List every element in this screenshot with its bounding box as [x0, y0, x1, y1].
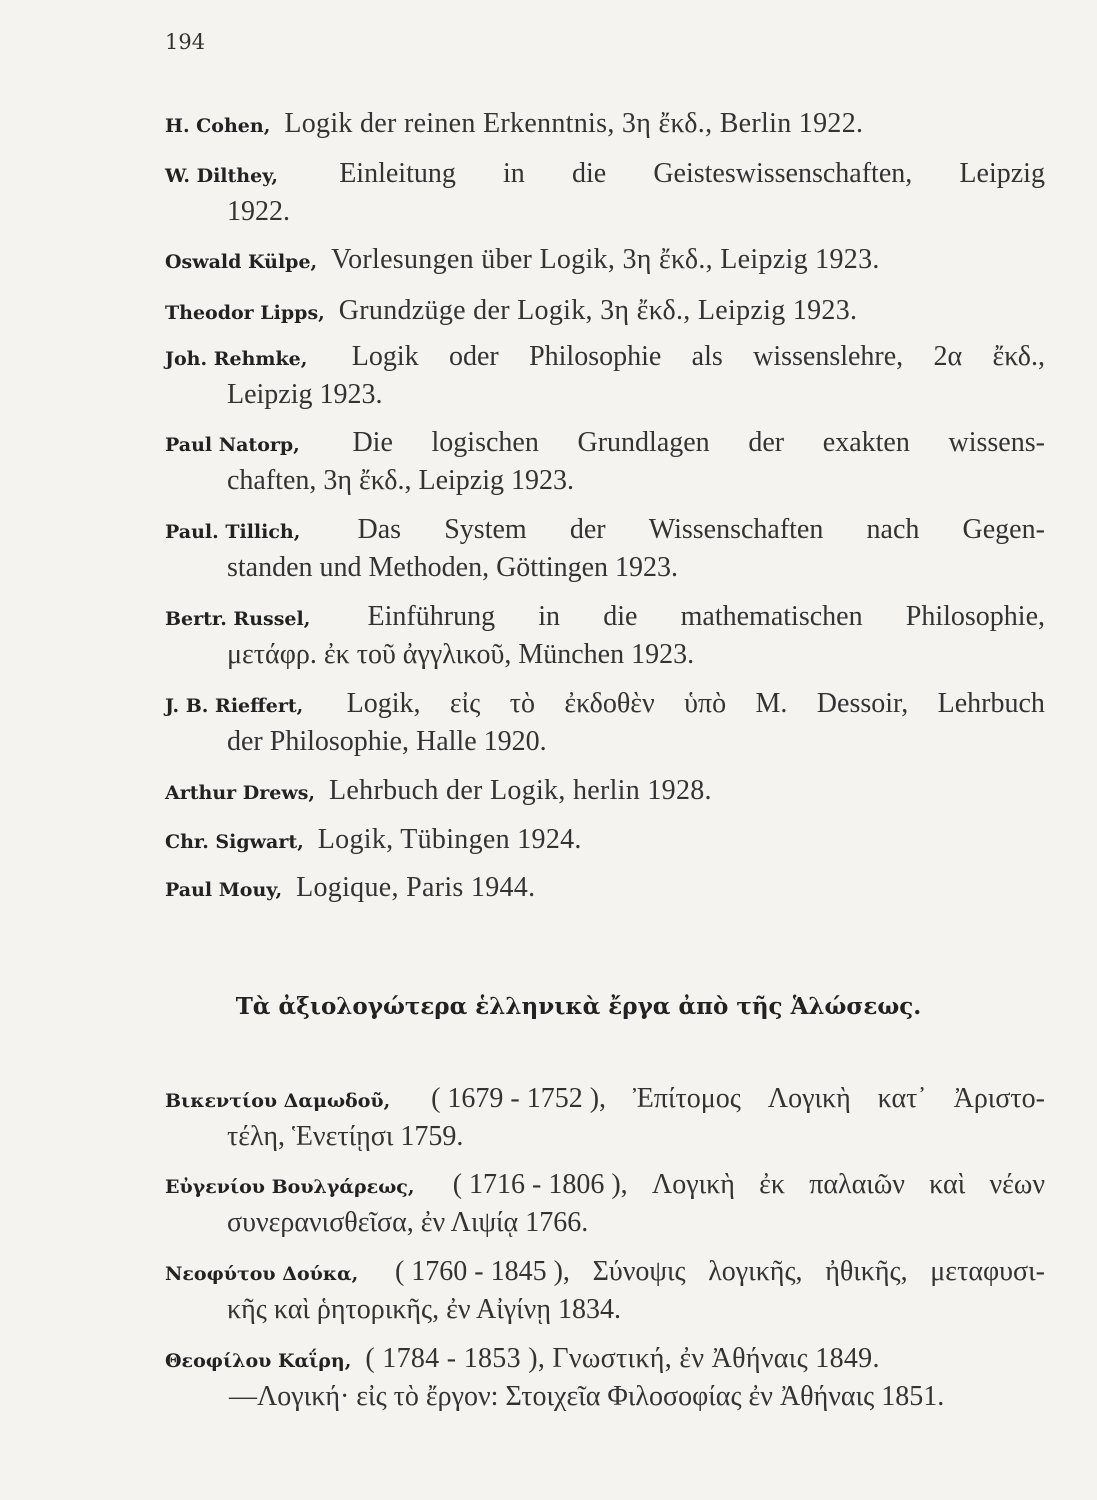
title-continuation: —Λογική· εἰς τὸ ἔργον: Στοιχεῖα Φιλοσοφίας ἐν Ἀθήναις 1851.	[229, 1381, 945, 1412]
title-word: τὸ	[509, 688, 535, 719]
bib-entry-natorp	[165, 427, 1045, 499]
title-word: Philosophie,	[905, 601, 1045, 632]
title-word: logischen	[431, 427, 539, 458]
author: Theodor Lipps,	[165, 302, 325, 324]
bib-entry-cohen	[165, 108, 1045, 144]
title-word: Gegen-	[962, 514, 1045, 545]
title-word: καὶ	[929, 1169, 966, 1200]
title-word: λογικῆς,	[708, 1256, 803, 1287]
title-word: oder	[448, 341, 499, 372]
bib-entry-kulpe	[165, 244, 1045, 280]
section-heading: Τὰ ἀξιολογώτερα ἑλληνικὰ ἔργα ἀπὸ τῆς Ἁλώσεως.	[235, 993, 922, 1020]
bib-entry-russel	[165, 601, 1045, 673]
author: Paul. Tillich,	[165, 521, 301, 543]
title-word: als	[691, 341, 723, 372]
title-word: νέων	[989, 1169, 1045, 1200]
title-continuation: τέλη, Ἑνετίῃσι 1759.	[227, 1121, 464, 1152]
title-word: ( 1760 - 1845 ),	[394, 1256, 570, 1287]
title-continuation: Leipzig 1923.	[227, 379, 383, 410]
title-word: die	[603, 601, 638, 632]
title-word: Geisteswissenschaften,	[653, 158, 913, 189]
author: W. Dilthey,	[165, 165, 279, 187]
title-word: Dessoir,	[816, 688, 909, 719]
title-continuation: standen und Methoden, Göttingen 1923.	[227, 552, 679, 583]
title: Logik der reinen Erkenntnis, 3η ἔκδ., Berlin 1922.	[284, 108, 864, 139]
title-continuation: μετάφρ. ἐκ τοῦ ἀγγλικοῦ, München 1923.	[227, 639, 695, 670]
title-word: der	[569, 514, 606, 545]
title-word: exakten	[822, 427, 910, 458]
page-number: 194	[165, 30, 206, 54]
author: H. Cohen,	[165, 115, 271, 137]
author: Chr. Sigwart,	[165, 831, 304, 853]
title-word: Grundlagen	[577, 427, 710, 458]
title-word: M.	[755, 688, 788, 719]
title: Logique, Paris 1944.	[296, 872, 536, 903]
title-word: Die	[352, 427, 393, 458]
title-word: Ἀριστο-	[953, 1083, 1045, 1114]
title: Logik, Tübingen 1924.	[317, 824, 582, 855]
title: Grundzüge der Logik, 3η ἔκδ., Leipzig 1923.	[338, 295, 858, 326]
title-word: 2α	[933, 341, 963, 372]
title-word: wissens-	[948, 427, 1045, 458]
author: Arthur Drews,	[165, 782, 316, 804]
bib-entry-doukas	[165, 1256, 1045, 1328]
title-word: Einleitung	[339, 158, 456, 189]
title-word: ὑπὸ	[684, 688, 727, 719]
title-word: der	[748, 427, 785, 458]
title-word: εἰς	[449, 688, 481, 719]
title-word: die	[571, 158, 607, 189]
title-word: Wissenschaften	[648, 514, 824, 545]
title-word: κατ᾽	[877, 1083, 927, 1114]
author: Εὐγενίου Βουλγάρεως,	[165, 1176, 415, 1198]
bib-entry-drews	[165, 775, 1045, 811]
author: J. B. Rieffert,	[165, 695, 304, 717]
author: Oswald Külpe,	[165, 251, 318, 273]
title-continuation: κῆς καὶ ῥητορικῆς, ἐν Αἰγίνῃ 1834.	[227, 1294, 621, 1325]
title-word: Logik	[351, 341, 419, 372]
title: Vorlesungen über Logik, 3η ἔκδ., Leipzig 1923.	[331, 244, 880, 275]
title-word: Λογικὴ	[651, 1169, 735, 1200]
title-word: Σύνοψις	[592, 1256, 686, 1287]
author: Paul Mouy,	[165, 879, 283, 901]
title-word: Λογικὴ	[767, 1083, 851, 1114]
bib-entry-damodos	[165, 1083, 1045, 1155]
bib-entry-rieffert	[165, 688, 1045, 760]
author: Paul Natorp,	[165, 434, 300, 456]
author: Joh. Rehmke,	[165, 348, 308, 370]
title-word: nach	[866, 514, 920, 545]
bib-entry-mouy	[165, 872, 1045, 908]
title-word: wissenslehre,	[753, 341, 904, 372]
bib-entry-kairis	[165, 1343, 1045, 1415]
title-word: ( 1679 - 1752 ),	[431, 1083, 607, 1114]
title-continuation: συνερανισθεῖσα, ἐν Λιψίᾳ 1766.	[227, 1207, 589, 1238]
title: Lehrbuch der Logik, herlin 1928.	[329, 775, 712, 806]
title-word: mathematischen	[680, 601, 863, 632]
title-continuation: chaften, 3η ἔκδ., Leipzig 1923.	[227, 465, 574, 496]
title-word: ἠθικῆς,	[825, 1256, 908, 1287]
title-word: Leipzig	[959, 158, 1045, 189]
bib-entry-tillich	[165, 514, 1045, 586]
title-word: in	[503, 158, 525, 189]
title-word: System	[444, 514, 527, 545]
title-word: Ἐπίτομος	[632, 1083, 741, 1114]
bib-entry-sigwart	[165, 824, 1045, 860]
author: Θεοφίλου Καΐρη,	[165, 1350, 352, 1372]
title-word: ( 1716 - 1806 ),	[452, 1169, 628, 1200]
title-continuation: 1922.	[227, 196, 290, 227]
title-word: ἐκδοθὲν	[564, 688, 655, 719]
title-word: μεταφυσι-	[930, 1256, 1045, 1287]
bib-entry-voulgaris	[165, 1169, 1045, 1241]
title-word: Lehrbuch	[937, 688, 1045, 719]
author: Νεοφύτου Δούκα,	[165, 1263, 359, 1285]
title-word: Einführung	[367, 601, 496, 632]
author: Bertr. Russel,	[165, 608, 311, 630]
title-word: παλαιῶν	[809, 1169, 905, 1200]
bib-entry-rehmke	[165, 341, 1045, 413]
author: Βικεντίου Δαμωδοῦ,	[165, 1090, 391, 1112]
title-word: ἔκδ.,	[992, 341, 1045, 372]
title-word: Philosophie	[529, 341, 662, 372]
title-word: in	[538, 601, 561, 632]
title-word: Logik,	[346, 688, 421, 719]
title: ( 1784 - 1853 ), Γνωστική, ἐν Ἀθήναις 1849.	[365, 1343, 880, 1374]
title-word: ἐκ	[759, 1169, 785, 1200]
title-word: Das	[357, 514, 402, 545]
bib-entry-lipps	[165, 295, 1045, 331]
bib-entry-dilthey	[165, 158, 1045, 230]
title-continuation: der Philosophie, Halle 1920.	[227, 726, 547, 757]
